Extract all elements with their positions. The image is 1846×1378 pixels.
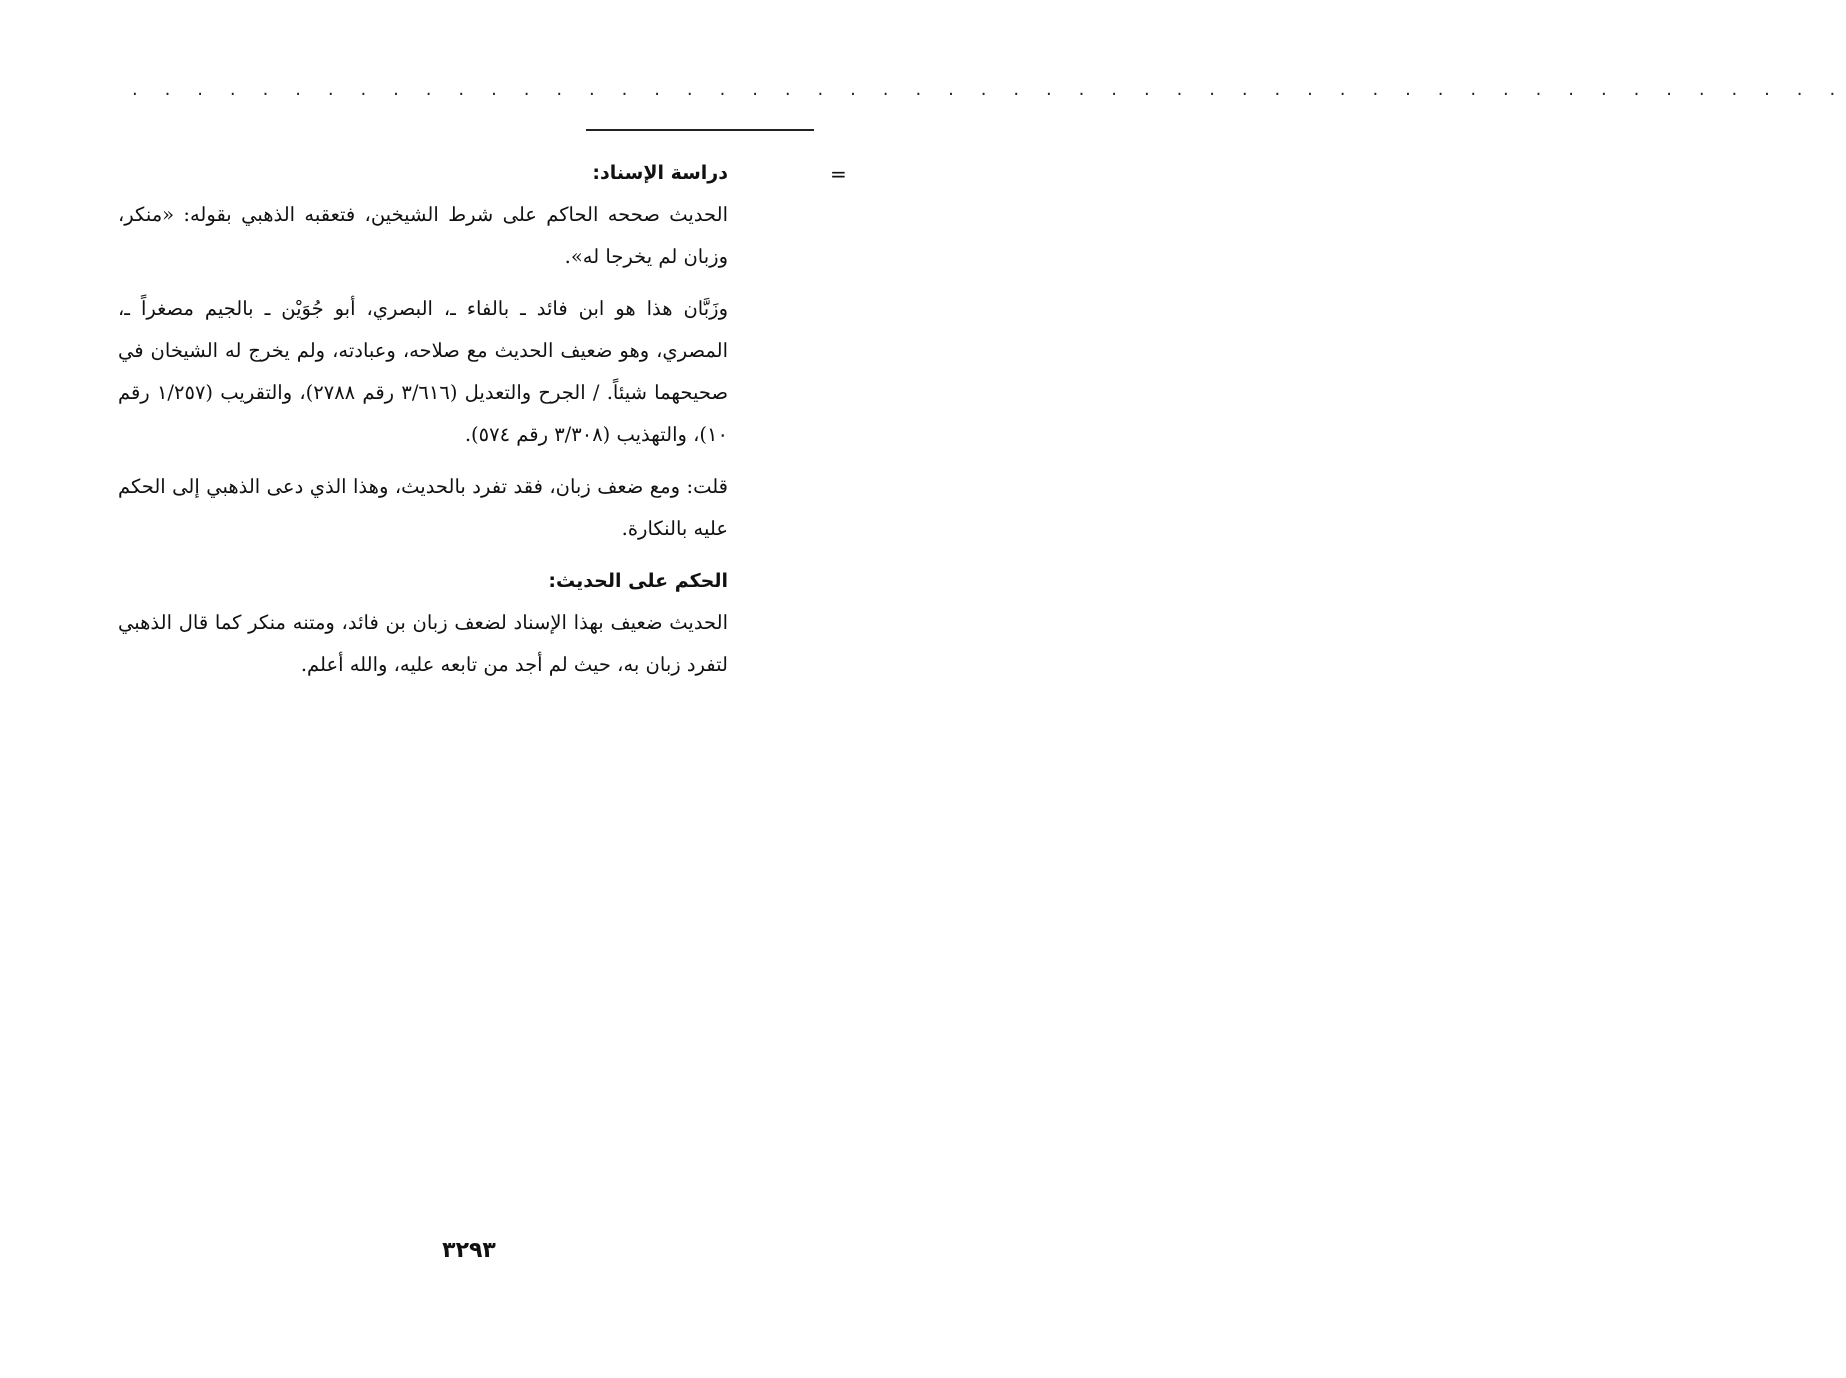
footnote-rule [586,129,814,131]
isnad-paragraph-3: قلت: ومع ضعف زبان، فقد تفرد بالحديث، وهذا الذي دعى الذهبي إلى الحكم عليه بالنكارة. [118,475,728,540]
isnad-paragraph-1: الحديث صححه الحاكم على شرط الشيخين، فتعقبه الذهبي بقوله: «منكر، وزبان لم يخرجا له». [118,203,728,268]
footnote-body [118,152,728,686]
hadith-ruling-heading: الحكم على الحديث: [548,570,728,592]
footnote-separator-dots: . . . . . . . . . . . . . . . . . . . . . . . . . . . . . . . . . . . . . . . . . . . . . . . . . . . . . [132,79,1846,100]
continuation-mark: = [830,162,847,186]
page-number: ٣٢٩٣ [442,1238,496,1263]
isnad-paragraph-2: وزَبَّان هذا هو ابن فائد ـ بالفاء ـ، البصري، أبو جُوَيْن ـ بالجيم مصغراً ـ، المصري، وهو ضعيف الحديث مع صلاحه، وعبادته، ولم يخرج له الشيخان في صحيحهما شيئاً. / الجرح والتعديل (٣/٦١٦ رقم ٢٧٨٨)، والتقريب (١/٢٥٧ رقم ١٠)، والتهذيب (٣/٣٠٨ رقم ٥٧٤). [118,297,728,446]
isnad-study-heading: دراسة الإسناد: [592,162,728,184]
ruling-paragraph: الحديث ضعيف بهذا الإسناد لضعف زبان بن فائد، ومتنه منكر كما قال الذهبي لتفرد زبان به، حيث لم أجد من تابعه عليه، والله أعلم. [118,611,728,676]
